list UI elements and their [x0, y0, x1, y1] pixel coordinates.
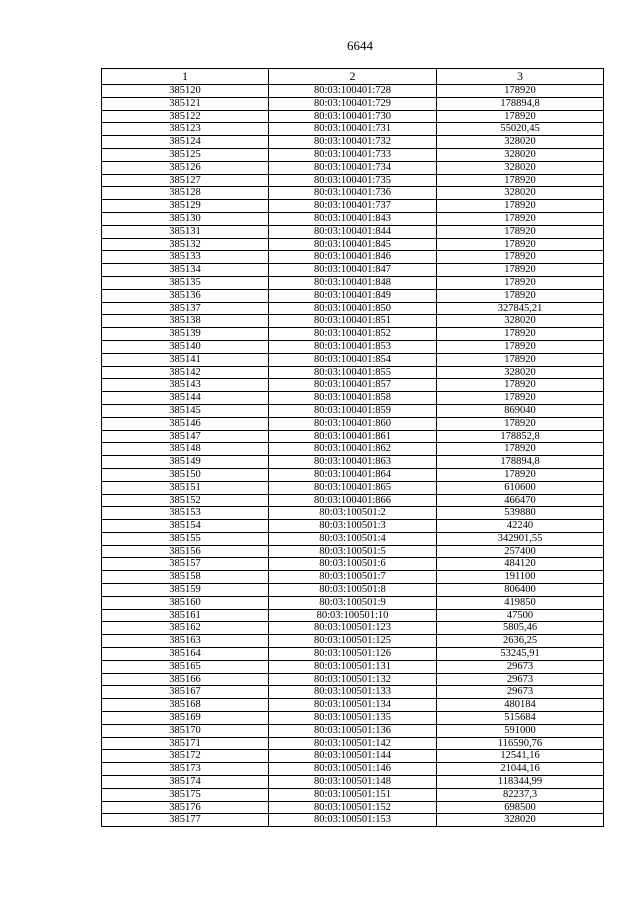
value-cell: 29673 — [437, 660, 604, 673]
value-cell: 47500 — [437, 609, 604, 622]
table-row — [102, 161, 604, 174]
table-row — [102, 660, 604, 673]
cadastral-number-cell: 80:03:100501:153 — [269, 814, 437, 827]
value-cell: 178894,8 — [437, 456, 604, 469]
cadastral-number-cell: 80:03:100401:858 — [269, 392, 437, 405]
cadastral-number-cell: 80:03:100501:8 — [269, 584, 437, 597]
table-row — [102, 136, 604, 149]
row-number-cell: 385125 — [102, 148, 269, 161]
value-cell: 806400 — [437, 584, 604, 597]
cadastral-number-cell: 80:03:100501:148 — [269, 776, 437, 789]
row-number-cell: 385156 — [102, 545, 269, 558]
cadastral-number-cell: 80:03:100401:843 — [269, 212, 437, 225]
row-number-cell: 385123 — [102, 123, 269, 136]
value-cell: 178920 — [437, 379, 604, 392]
table-row — [102, 686, 604, 699]
cadastral-number-cell: 80:03:100401:864 — [269, 468, 437, 481]
table-row — [102, 635, 604, 648]
cadastral-number-cell: 80:03:100401:850 — [269, 302, 437, 315]
row-number-cell: 385131 — [102, 225, 269, 238]
table-row — [102, 97, 604, 110]
row-number-cell: 385146 — [102, 417, 269, 430]
row-number-cell: 385154 — [102, 520, 269, 533]
cadastral-number-cell: 80:03:100501:5 — [269, 545, 437, 558]
value-cell: 515684 — [437, 712, 604, 725]
column-header-1: 1 — [102, 69, 269, 85]
row-number-cell: 385153 — [102, 507, 269, 520]
table-row — [102, 110, 604, 123]
table-row — [102, 532, 604, 545]
value-cell: 178852,8 — [437, 430, 604, 443]
cadastral-number-cell: 80:03:100501:6 — [269, 558, 437, 571]
value-cell: 178920 — [437, 238, 604, 251]
table-row — [102, 801, 604, 814]
value-cell: 178920 — [437, 264, 604, 277]
table-row — [102, 622, 604, 635]
value-cell: 869040 — [437, 404, 604, 417]
value-cell: 178920 — [437, 328, 604, 341]
cadastral-number-cell: 80:03:100401:851 — [269, 315, 437, 328]
value-cell: 178920 — [437, 289, 604, 302]
cadastral-number-cell: 80:03:100401:865 — [269, 481, 437, 494]
value-cell: 116590,76 — [437, 737, 604, 750]
cadastral-number-cell: 80:03:100401:861 — [269, 430, 437, 443]
cadastral-number-cell: 80:03:100501:151 — [269, 788, 437, 801]
table-row — [102, 251, 604, 264]
cadastral-number-cell: 80:03:100501:4 — [269, 532, 437, 545]
row-number-cell: 385174 — [102, 776, 269, 789]
value-cell: 328020 — [437, 187, 604, 200]
row-number-cell: 385171 — [102, 737, 269, 750]
row-number-cell: 385148 — [102, 443, 269, 456]
value-cell: 42240 — [437, 520, 604, 533]
table-row — [102, 648, 604, 661]
row-number-cell: 385161 — [102, 609, 269, 622]
table-row — [102, 737, 604, 750]
row-number-cell: 385160 — [102, 596, 269, 609]
row-number-cell: 385175 — [102, 788, 269, 801]
row-number-cell: 385130 — [102, 212, 269, 225]
table-row — [102, 353, 604, 366]
row-number-cell: 385159 — [102, 584, 269, 597]
row-number-cell: 385141 — [102, 353, 269, 366]
table-row — [102, 788, 604, 801]
value-cell: 484120 — [437, 558, 604, 571]
cadastral-number-cell: 80:03:100401:860 — [269, 417, 437, 430]
cadastral-number-cell: 80:03:100501:144 — [269, 750, 437, 763]
value-cell: 178920 — [437, 251, 604, 264]
cadastral-number-cell: 80:03:100501:9 — [269, 596, 437, 609]
cadastral-number-cell: 80:03:100401:735 — [269, 174, 437, 187]
row-number-cell: 385149 — [102, 456, 269, 469]
cadastral-number-cell: 80:03:100501:7 — [269, 571, 437, 584]
table-row — [102, 558, 604, 571]
row-number-cell: 385152 — [102, 494, 269, 507]
value-cell: 178920 — [437, 392, 604, 405]
row-number-cell: 385142 — [102, 366, 269, 379]
table-row — [102, 545, 604, 558]
table-row — [102, 340, 604, 353]
cadastral-number-cell: 80:03:100401:849 — [269, 289, 437, 302]
value-cell: 328020 — [437, 136, 604, 149]
value-cell: 178920 — [437, 468, 604, 481]
cadastral-number-cell: 80:03:100501:132 — [269, 673, 437, 686]
table-body — [102, 85, 604, 827]
value-cell: 178920 — [437, 174, 604, 187]
value-cell: 178920 — [437, 417, 604, 430]
row-number-cell: 385158 — [102, 571, 269, 584]
table-row — [102, 481, 604, 494]
value-cell: 327845,21 — [437, 302, 604, 315]
value-cell: 178920 — [437, 225, 604, 238]
cadastral-number-cell: 80:03:100501:10 — [269, 609, 437, 622]
table-row — [102, 763, 604, 776]
table-row — [102, 712, 604, 725]
cadastral-number-cell: 80:03:100401:846 — [269, 251, 437, 264]
cadastral-number-cell: 80:03:100401:852 — [269, 328, 437, 341]
value-cell: 12541,16 — [437, 750, 604, 763]
value-cell: 466470 — [437, 494, 604, 507]
value-cell: 178920 — [437, 276, 604, 289]
registry-table — [101, 68, 604, 827]
table-row — [102, 507, 604, 520]
table-row — [102, 596, 604, 609]
table-row — [102, 315, 604, 328]
value-cell: 178920 — [437, 353, 604, 366]
table-row — [102, 85, 604, 98]
table-row — [102, 584, 604, 597]
value-cell: 118344,99 — [437, 776, 604, 789]
table-row — [102, 724, 604, 737]
row-number-cell: 385163 — [102, 635, 269, 648]
cadastral-number-cell: 80:03:100401:729 — [269, 97, 437, 110]
cadastral-number-cell: 80:03:100401:862 — [269, 443, 437, 456]
row-number-cell: 385150 — [102, 468, 269, 481]
row-number-cell: 385176 — [102, 801, 269, 814]
row-number-cell: 385172 — [102, 750, 269, 763]
page-number: 6644 — [347, 38, 373, 53]
row-number-cell: 385165 — [102, 660, 269, 673]
table-row — [102, 366, 604, 379]
cadastral-number-cell: 80:03:100501:126 — [269, 648, 437, 661]
cadastral-number-cell: 80:03:100501:135 — [269, 712, 437, 725]
row-number-cell: 385173 — [102, 763, 269, 776]
value-cell: 178920 — [437, 85, 604, 98]
cadastral-number-cell: 80:03:100501:2 — [269, 507, 437, 520]
table-row — [102, 443, 604, 456]
value-cell: 480184 — [437, 699, 604, 712]
table-row — [102, 417, 604, 430]
cadastral-number-cell: 80:03:100401:732 — [269, 136, 437, 149]
cadastral-number-cell: 80:03:100401:731 — [269, 123, 437, 136]
row-number-cell: 385129 — [102, 200, 269, 213]
row-number-cell: 385139 — [102, 328, 269, 341]
table-row — [102, 212, 604, 225]
table-row — [102, 187, 604, 200]
table-row — [102, 494, 604, 507]
table-row — [102, 225, 604, 238]
table-row — [102, 328, 604, 341]
row-number-cell: 385166 — [102, 673, 269, 686]
value-cell: 539880 — [437, 507, 604, 520]
row-number-cell: 385151 — [102, 481, 269, 494]
value-cell: 5805,46 — [437, 622, 604, 635]
value-cell: 328020 — [437, 814, 604, 827]
table-row — [102, 430, 604, 443]
table-row — [102, 264, 604, 277]
table-row — [102, 609, 604, 622]
cadastral-number-cell: 80:03:100501:142 — [269, 737, 437, 750]
cadastral-number-cell: 80:03:100501:136 — [269, 724, 437, 737]
row-number-cell: 385122 — [102, 110, 269, 123]
table-row — [102, 302, 604, 315]
cadastral-number-cell: 80:03:100501:146 — [269, 763, 437, 776]
row-number-cell: 385140 — [102, 340, 269, 353]
table-row — [102, 673, 604, 686]
value-cell: 610600 — [437, 481, 604, 494]
column-header-3: 3 — [437, 69, 604, 85]
cadastral-number-cell: 80:03:100401:844 — [269, 225, 437, 238]
value-cell: 178920 — [437, 443, 604, 456]
cadastral-number-cell: 80:03:100401:730 — [269, 110, 437, 123]
row-number-cell: 385133 — [102, 251, 269, 264]
cadastral-number-cell: 80:03:100401:733 — [269, 148, 437, 161]
table-row — [102, 123, 604, 136]
cadastral-number-cell: 80:03:100401:859 — [269, 404, 437, 417]
row-number-cell: 385177 — [102, 814, 269, 827]
cadastral-number-cell: 80:03:100401:854 — [269, 353, 437, 366]
row-number-cell: 385162 — [102, 622, 269, 635]
value-cell: 328020 — [437, 366, 604, 379]
row-number-cell: 385169 — [102, 712, 269, 725]
cadastral-number-cell: 80:03:100401:845 — [269, 238, 437, 251]
value-cell: 82237,3 — [437, 788, 604, 801]
table-row — [102, 174, 604, 187]
cadastral-number-cell: 80:03:100401:847 — [269, 264, 437, 277]
value-cell: 21044,16 — [437, 763, 604, 776]
row-number-cell: 385121 — [102, 97, 269, 110]
table-row — [102, 699, 604, 712]
row-number-cell: 385145 — [102, 404, 269, 417]
value-cell: 178920 — [437, 200, 604, 213]
value-cell: 178920 — [437, 212, 604, 225]
value-cell: 55020,45 — [437, 123, 604, 136]
table-row — [102, 238, 604, 251]
value-cell: 29673 — [437, 673, 604, 686]
value-cell: 328020 — [437, 148, 604, 161]
value-cell: 2636,25 — [437, 635, 604, 648]
table-row — [102, 520, 604, 533]
value-cell: 698500 — [437, 801, 604, 814]
cadastral-number-cell: 80:03:100501:134 — [269, 699, 437, 712]
row-number-cell: 385120 — [102, 85, 269, 98]
cadastral-number-cell: 80:03:100401:853 — [269, 340, 437, 353]
cadastral-number-cell: 80:03:100401:855 — [269, 366, 437, 379]
table-row — [102, 776, 604, 789]
cadastral-number-cell: 80:03:100401:857 — [269, 379, 437, 392]
column-header-2: 2 — [269, 69, 437, 85]
cadastral-number-cell: 80:03:100501:131 — [269, 660, 437, 673]
row-number-cell: 385127 — [102, 174, 269, 187]
table-row — [102, 276, 604, 289]
value-cell: 178894,8 — [437, 97, 604, 110]
row-number-cell: 385168 — [102, 699, 269, 712]
value-cell: 328020 — [437, 161, 604, 174]
cadastral-number-cell: 80:03:100401:863 — [269, 456, 437, 469]
row-number-cell: 385143 — [102, 379, 269, 392]
row-number-cell: 385144 — [102, 392, 269, 405]
cadastral-number-cell: 80:03:100401:866 — [269, 494, 437, 507]
value-cell: 328020 — [437, 315, 604, 328]
table-row — [102, 148, 604, 161]
table-row — [102, 468, 604, 481]
row-number-cell: 385170 — [102, 724, 269, 737]
cadastral-number-cell: 80:03:100501:3 — [269, 520, 437, 533]
row-number-cell: 385135 — [102, 276, 269, 289]
cadastral-number-cell: 80:03:100501:133 — [269, 686, 437, 699]
row-number-cell: 385167 — [102, 686, 269, 699]
table-row — [102, 392, 604, 405]
cadastral-number-cell: 80:03:100401:848 — [269, 276, 437, 289]
row-number-cell: 385136 — [102, 289, 269, 302]
row-number-cell: 385126 — [102, 161, 269, 174]
header-row — [102, 69, 604, 85]
value-cell: 53245,91 — [437, 648, 604, 661]
table-row — [102, 750, 604, 763]
table-row — [102, 200, 604, 213]
cadastral-number-cell: 80:03:100401:734 — [269, 161, 437, 174]
table-header — [102, 69, 604, 85]
cadastral-number-cell: 80:03:100401:737 — [269, 200, 437, 213]
value-cell: 29673 — [437, 686, 604, 699]
value-cell: 591000 — [437, 724, 604, 737]
value-cell: 342901,55 — [437, 532, 604, 545]
table-row — [102, 404, 604, 417]
row-number-cell: 385124 — [102, 136, 269, 149]
cadastral-number-cell: 80:03:100401:728 — [269, 85, 437, 98]
table-row — [102, 456, 604, 469]
value-cell: 178920 — [437, 110, 604, 123]
table-row — [102, 571, 604, 584]
table-row — [102, 379, 604, 392]
row-number-cell: 385164 — [102, 648, 269, 661]
row-number-cell: 385157 — [102, 558, 269, 571]
cadastral-number-cell: 80:03:100501:152 — [269, 801, 437, 814]
cadastral-number-cell: 80:03:100501:123 — [269, 622, 437, 635]
row-number-cell: 385134 — [102, 264, 269, 277]
table-row — [102, 814, 604, 827]
table-row — [102, 289, 604, 302]
value-cell: 257400 — [437, 545, 604, 558]
row-number-cell: 385132 — [102, 238, 269, 251]
row-number-cell: 385128 — [102, 187, 269, 200]
row-number-cell: 385137 — [102, 302, 269, 315]
value-cell: 419850 — [437, 596, 604, 609]
row-number-cell: 385155 — [102, 532, 269, 545]
value-cell: 191100 — [437, 571, 604, 584]
value-cell: 178920 — [437, 340, 604, 353]
row-number-cell: 385138 — [102, 315, 269, 328]
cadastral-number-cell: 80:03:100501:125 — [269, 635, 437, 648]
cadastral-number-cell: 80:03:100401:736 — [269, 187, 437, 200]
row-number-cell: 385147 — [102, 430, 269, 443]
